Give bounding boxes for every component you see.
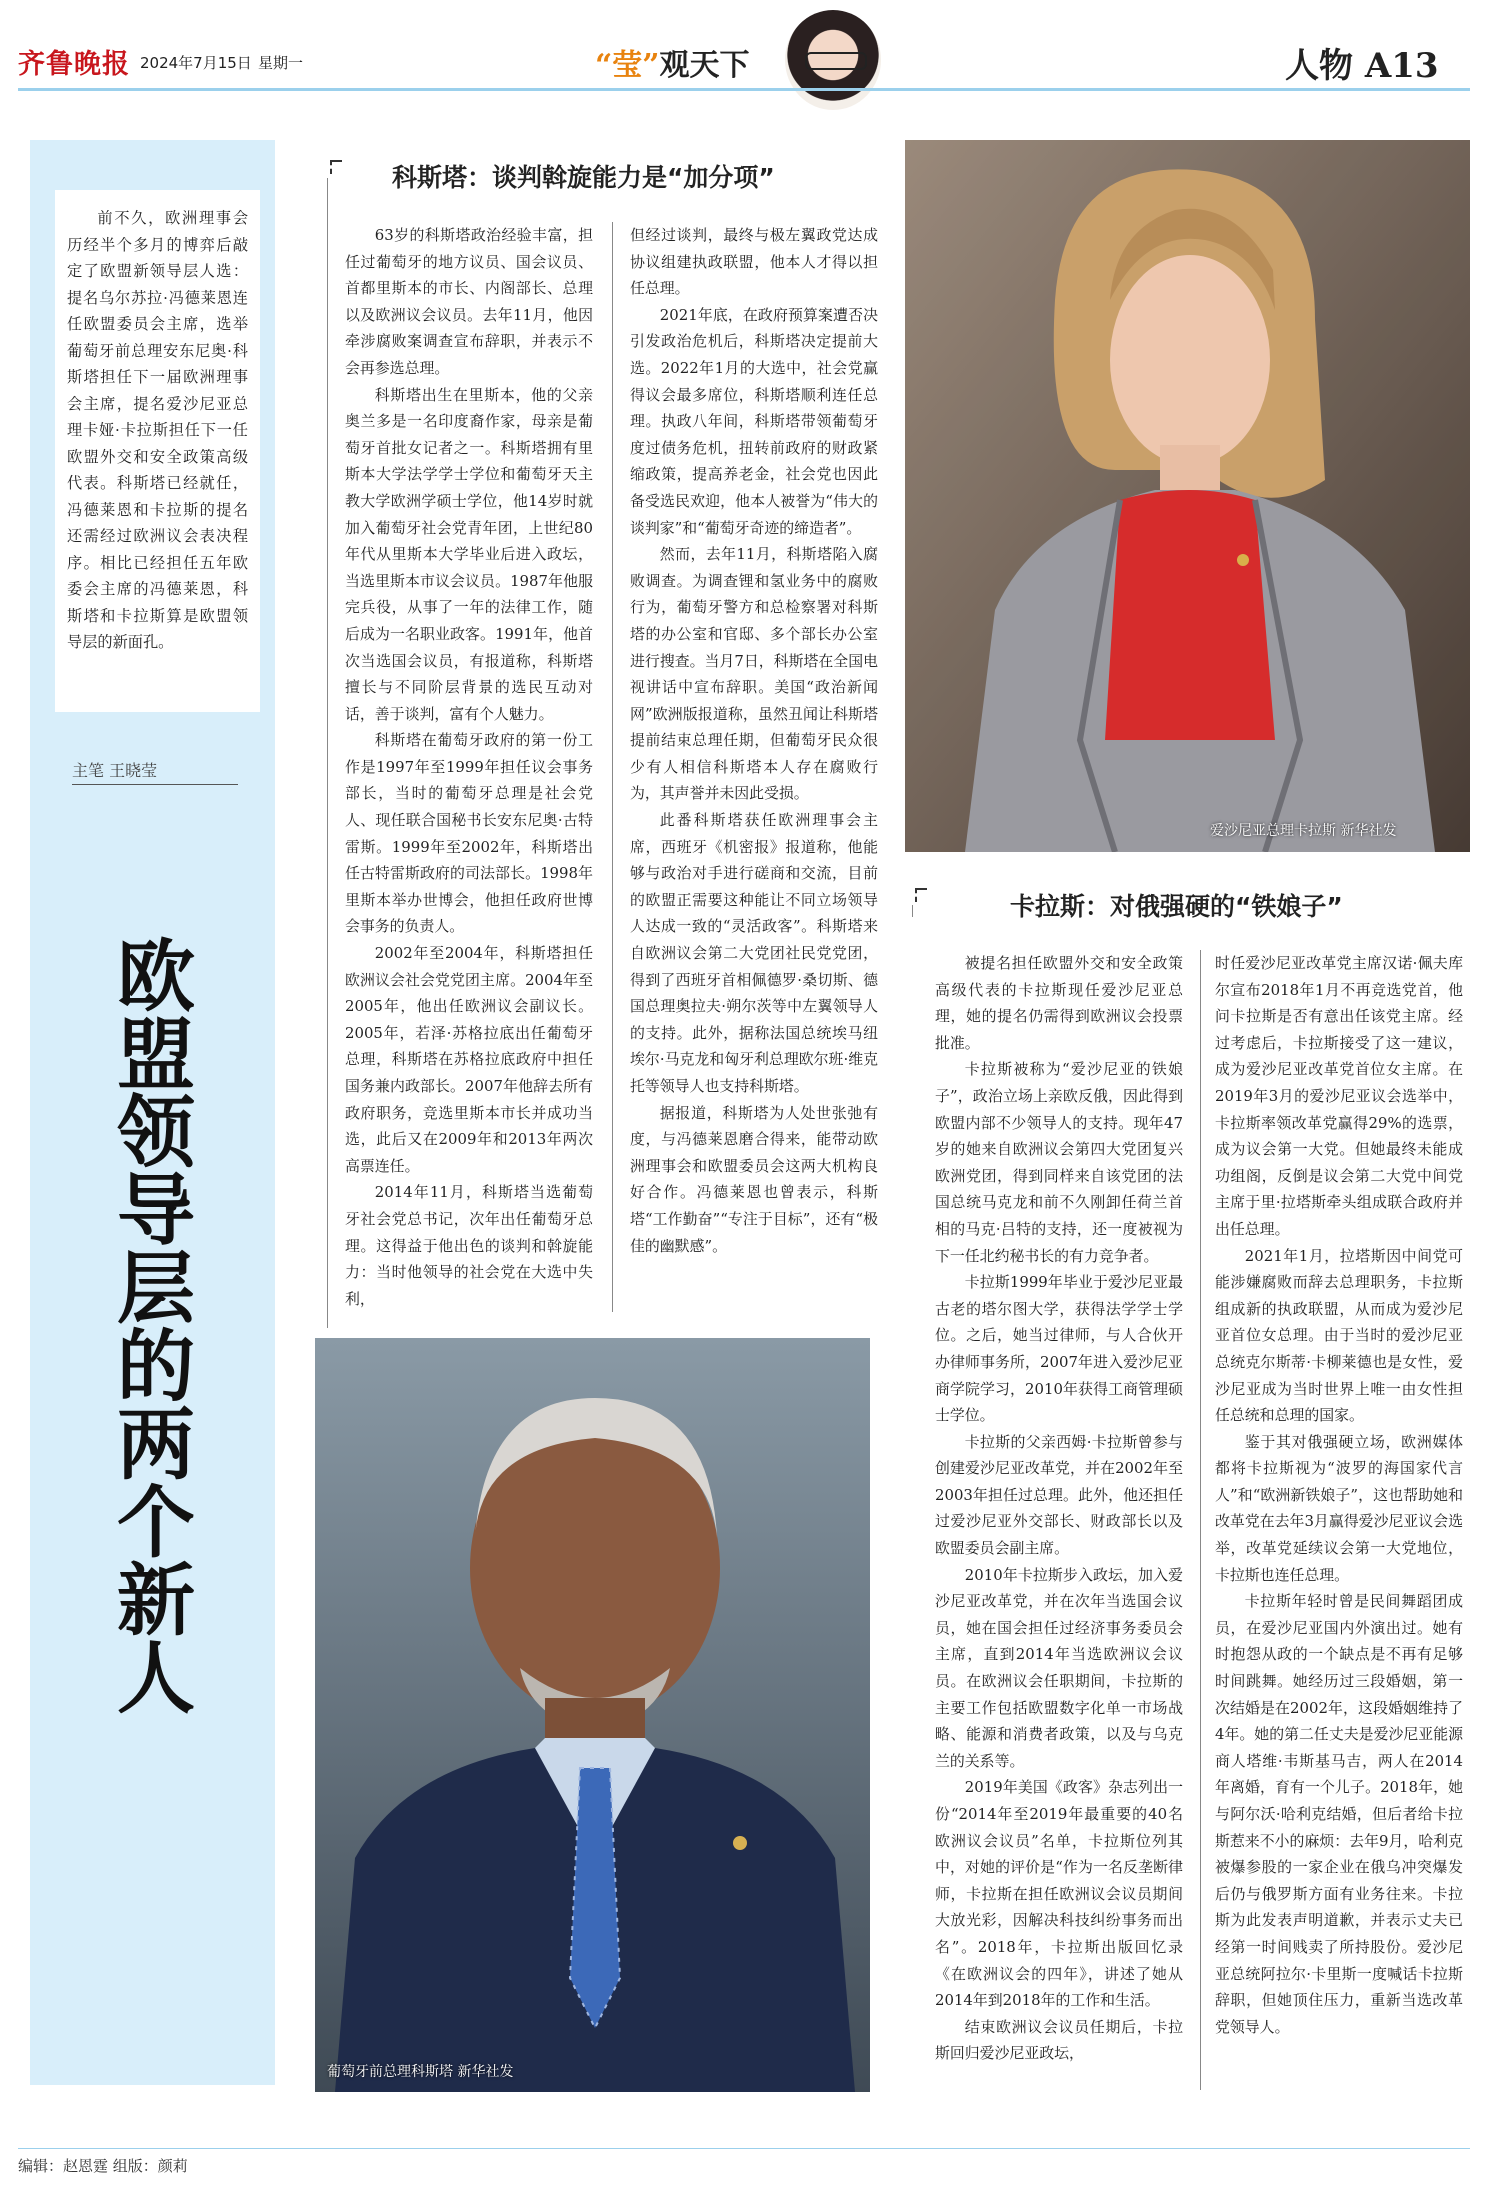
columnist-glasses-icon	[805, 52, 867, 70]
costa-illustration	[315, 1338, 870, 2092]
paragraph: 然而，去年11月，科斯塔陷入腐败调查。为调查锂和氢业务中的腐败行为，葡萄牙警方和总检察署对科斯塔的办公室和官邸、多个部长办公室进行搜查。当月7日，科斯塔在全国电视讲话中宣布辞职。美国“政治新闻网”欧洲版报道称，虽然丑闻让科斯塔提前结束总理任期，但葡萄牙民众很少有人相信科斯塔本人存在腐败行为，其声誉并未因此受损。	[630, 545, 878, 803]
paragraph: 据报道，科斯塔为人处世张弛有度，与冯德莱恩磨合得来，能带动欧洲理事会和欧盟委员会这两大机构良好合作。冯德莱恩也曾表示，科斯塔“工作勤奋”“专注于目标”，还有“极佳的幽默感”。	[630, 1103, 878, 1255]
paragraph: 结束欧洲议会议员任期后，卡拉斯回归爱沙尼亚政坛，	[935, 2017, 1183, 2063]
intro-box	[55, 190, 260, 712]
section1-left-rule	[327, 178, 328, 1328]
section2-title: 卡拉斯：对俄强硬的“铁娘子”	[1010, 892, 1343, 921]
section1-column-a	[345, 222, 593, 1312]
column-divider	[612, 222, 613, 1312]
paragraph: 卡拉斯1999年毕业于爱沙尼亚最古老的塔尔图大学，获得法学学士学位。之后，她当过律师，与人合伙开办律师事务所，2007年进入爱沙尼亚商学院学习，2010年获得工商管理硕士学位。	[935, 1273, 1183, 1425]
paragraph: 2010年卡拉斯步入政坛，加入爱沙尼亚改革党，并在次年当选国会议员，她在国会担任过经济事务委员会主席，直到2014年当选欧洲议会议员。在欧洲议会任职期间，卡拉斯的主要工作包括欧盟数字化单一市场战略、能源和消费者政策，以及与乌克兰的关系等。	[935, 1565, 1183, 1770]
section2-left-rule	[912, 905, 913, 917]
section2-column-a	[935, 950, 1183, 2067]
kallas-illustration	[905, 140, 1470, 852]
photo-costa	[315, 1338, 870, 2092]
paragraph: 卡拉斯年轻时曾是民间舞蹈团成员，在爱沙尼亚国内外演出过。她有时抱怨从政的一个缺点是不再有足够时间跳舞。她经历过三段婚姻，第一次结婚是在2002年，这段婚姻维持了4年。她的第二任丈夫是爱沙尼亚能源商人塔维·韦斯基马吉，两人在2014年离婚，育有一个儿子。2018年，她与阿尔沃·哈利克结婚，但后者给卡拉斯惹来不小的麻烦：去年9月，哈利克被爆参股的一家企业在俄乌冲突爆发后仍与俄罗斯方面有业务往来。卡拉斯为此发表声明道歉，并表示丈夫已经第一时间贱卖了所持股份。爱沙尼亚总统阿拉尔·卡里斯一度喊话卡拉斯辞职，但她顶住压力，重新当选改革党领导人。	[1215, 1592, 1463, 2036]
photo-costa-caption: 葡萄牙前总理科斯塔 新华社发	[327, 2064, 514, 2080]
paragraph: 2021年底，在政府预算案遭否决引发政治危机后，科斯塔决定提前大选。2022年1月的大选中，社会党赢得议会最多席位，科斯塔顺利连任总理。执政八年间，科斯塔带领葡萄牙度过债务危机，扭转前政府的财政紧缩政策，提高养老金，社会党也因此备受选民欢迎，他本人被誉为“伟大的谈判家”和“葡萄牙奇迹的缔造者”。	[630, 305, 878, 537]
photo-kallas	[905, 140, 1470, 852]
paragraph: 2021年1月，拉塔斯因中间党可能涉嫌腐败而辞去总理职务，卡拉斯组成新的执政联盟，从而成为爱沙尼亚首位女总理。由于当时的爱沙尼亚总统克尔斯蒂·卡柳莱德也是女性，爱沙尼亚成为当时世界上唯一由女性担任总统和总理的国家。	[1215, 1246, 1463, 1425]
column-title-rest: 观天下	[659, 48, 750, 83]
paragraph: 科斯塔出生在里斯本，他的父亲奥兰多是一名印度裔作家，母亲是葡萄牙首批女记者之一。科斯塔拥有里斯本大学法学学士学位和葡萄牙天主教大学欧洲学硕士学位，他14岁时就加入葡萄牙社会党青年团，上世纪80年代从里斯本大学毕业后进入政坛，当选里斯本市议会议员。1987年他服完兵役，从事了一年的法律工作，随后成为一名职业政客。1991年，他首次当选国会议员，有报道称，科斯塔擅长与不同阶层背景的选民互动对话，善于谈判，富有个人魅力。	[345, 385, 593, 723]
paragraph: 被提名担任欧盟外交和安全政策高级代表的卡拉斯现任爱沙尼亚总理，她的提名仍需得到欧洲议会投票批准。	[935, 954, 1183, 1052]
footer-divider	[18, 2148, 1470, 2149]
masthead-logo: 齐鲁晚报	[18, 49, 130, 80]
paragraph: 2019年美国《政客》杂志列出一份“2014年至2019年最重要的40名欧洲议会议员”名单，卡拉斯位列其中，对她的评价是“作为一名反垄断律师，卡拉斯在担任欧洲议会议员期间大放光彩，因解决科技纠纷事务而出名”。2018年，卡拉斯出版回忆录《在欧洲议会的四年》，讲述了她从2014年到2018年的工作和生活。	[935, 1778, 1183, 2010]
paragraph: 2014年11月，科斯塔当选葡萄牙社会党总书记，次年出任葡萄牙总理。这得益于他出色的谈判和斡旋能力：当时他领导的社会党在大选中失利，	[345, 1183, 593, 1308]
paragraph: 时任爱沙尼亚改革党主席汉诺·佩夫库尔宣布2018年1月不再竞选党首，他问卡拉斯是否有意出任该党主席。经过考虑后，卡拉斯接受了这一建议，成为爱沙尼亚改革党首位女主席。在2019年3月的爱沙尼亚议会选举中，卡拉斯率领改革党赢得29%的选票，成为议会第一大党。但她最终未能成功组阁，反倒是议会第二大党中间党主席于里·拉塔斯牵头组成联合政府并出任总理。	[1215, 954, 1463, 1238]
column-title-mark: “莹”	[595, 48, 660, 83]
section-bracket-icon	[915, 888, 927, 902]
column-title	[595, 40, 750, 84]
paragraph: 此番科斯塔获任欧洲理事会主席，西班牙《机密报》报道称，他能够与政治对手进行磋商和交流，目前的欧盟正需要这种能让不同立场领导人达成一致的“灵活政客”。科斯塔来自欧洲议会第二大党团社民党党团，得到了西班牙首相佩德罗·桑切斯、德国总理奥拉夫·朔尔茨等中左翼领导人的支持。此外，据称法国总统埃马纽埃尔·马克龙和匈牙利总理欧尔班·维克托等领导人也支持科斯塔。	[630, 811, 878, 1095]
issue-weekday: 星期一	[258, 54, 304, 72]
column-divider	[1200, 950, 1201, 2090]
section2-column-b	[1215, 950, 1463, 2040]
paragraph: 但经过谈判，最终与极左翼政党达成协议组建执政联盟，他本人才得以担任总理。	[630, 226, 878, 298]
paragraph: 科斯塔在葡萄牙政府的第一份工作是1997年至1999年担任议会事务部长，当时的葡萄牙总理是社会党人、现任联合国秘书长安东尼奥·古特雷斯。1999年至2002年，科斯塔出任古特雷斯政府的司法部长。1998年里斯本举办世博会，他担任政府世博会事务的负责人。	[345, 731, 593, 936]
issue-date: 2024年7月15日	[140, 54, 252, 72]
section-bracket-icon	[330, 160, 342, 174]
paragraph: 63岁的科斯塔政治经验丰富，担任过葡萄牙的地方议员、国会议员、首都里斯本的市长、内阁部长、总理以及欧洲议会议员。去年11月，他因牵涉腐败案调查宣布辞职，并表示不会再参选总理。	[345, 226, 593, 377]
intro-text: 前不久，欧洲理事会历经半个多月的博弈后敲定了欧盟新领导层人选：提名乌尔苏拉·冯德莱恩连任欧盟委员会主席，选举葡萄牙前总理安东尼奥·科斯塔担任下一届欧洲理事会主席，提名爱沙尼亚总理卡娅·卡拉斯担任下一任欧盟外交和安全政策高级代表。科斯塔已经就任，冯德莱恩和卡拉斯的提名还需经过欧洲议会表决程序。相比已经担任五年欧委会主席的冯德莱恩，科斯塔和卡拉斯算是欧盟领导层的新面孔。	[67, 209, 248, 651]
paragraph: 2002年至2004年，科斯塔担任欧洲议会社会党党团主席。2004年至2005年，他出任欧洲议会副议长。2005年，若泽·苏格拉底出任葡萄牙总理，科斯塔在苏格拉底政府中担任国务兼内政部长。2007年他辞去所有政府职务，竞选里斯本市长并成功当选，此后又在2009年和2013年两次高票连任。	[345, 944, 593, 1175]
header-divider	[18, 88, 1470, 91]
footer-credits: 编辑：赵恩霆 组版：颜莉	[18, 2157, 188, 2175]
section1-title: 科斯塔：谈判斡旋能力是“加分项”	[392, 163, 775, 192]
paragraph: 鉴于其对俄强硬立场，欧洲媒体都将卡拉斯视为“波罗的海国家代言人”和“欧洲新铁娘子”，这也帮助她和改革党在去年3月赢得爱沙尼亚议会选举，改革党延续议会第一大党地位，卡拉斯也连任总理。	[1215, 1432, 1463, 1584]
paragraph: 卡拉斯的父亲西姆·卡拉斯曾参与创建爱沙尼亚改革党，并在2002年至2003年担任过总理。此外，他还担任过爱沙尼亚外交部长、财政部长以及欧盟委员会副主席。	[935, 1432, 1183, 1558]
section1-column-b	[630, 222, 878, 1259]
photo-kallas-caption: 爱沙尼亚总理卡拉斯 新华社发	[1210, 823, 1397, 839]
page-headline: 欧盟领导层的两个新人	[104, 935, 195, 1715]
byline: 主笔 王晓莹	[72, 761, 158, 780]
paragraph: 卡拉斯被称为“爱沙尼亚的铁娘子”，政治立场上亲欧反俄，因此得到欧盟内部不少领导人的支持。现年47岁的她来自欧洲议会第四大党团复兴欧洲党团，得到同样来自该党团的法国总统马克龙和前不久刚卸任荷兰首相的马克·吕特的支持，还一度被视为下一任北约秘书长的有力竞争者。	[935, 1060, 1183, 1265]
section-page-label: 人物 A13	[1285, 46, 1439, 86]
byline-rule	[72, 784, 238, 785]
